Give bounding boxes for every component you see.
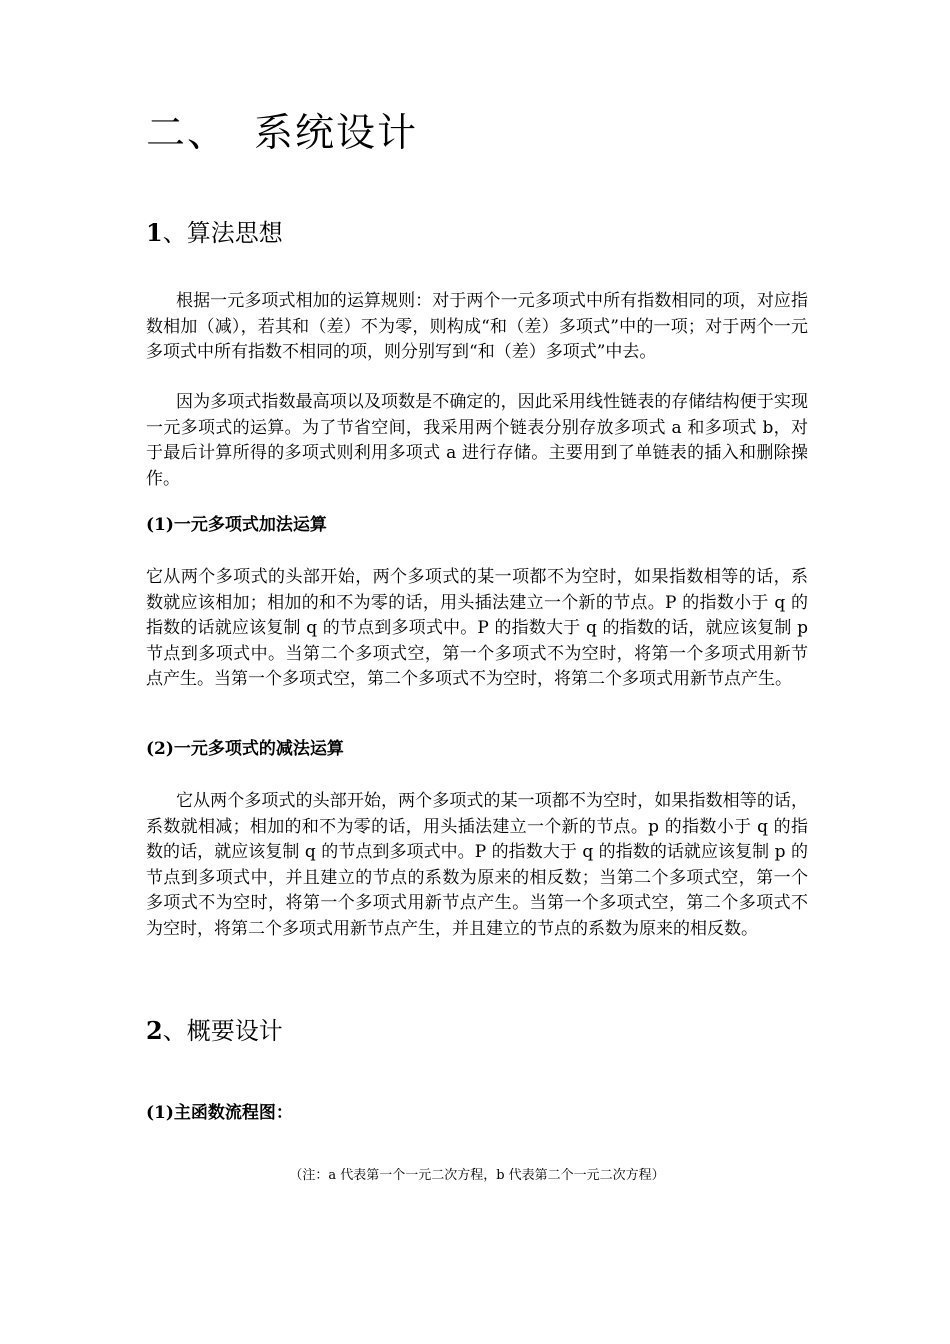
paragraph-addition-rule: 根据一元多项式相加的运算规则：对于两个一元多项式中所有指数相同的项，对应指数相加（减），若其和（差）不为零，则构成“和（差）多项式”中的一项；对于两个一元多项式中所有指数不相同的项，则分别写到“和（差）多项式”中去。 [146, 291, 808, 362]
subheading-title: 主函数流程图 [173, 1103, 276, 1123]
flowchart-note: （注：a 代表第一个一元二次方程，b 代表第二个一元二次方程） [289, 1168, 665, 1183]
section-heading-overview [146, 1014, 283, 1048]
subheading-main-flowchart [146, 1101, 293, 1125]
subheading-number: (1) [146, 515, 174, 535]
subheading-subtraction [146, 737, 344, 761]
subheading-addition [146, 513, 327, 537]
subheading-number: (2) [146, 739, 174, 759]
subheading-title: 一元多项式加法运算 [173, 515, 327, 535]
section-number: 2 [146, 1016, 163, 1045]
chapter-title [146, 106, 418, 162]
paragraph-subtraction-algorithm: 它从两个多项式的头部开始，两个多项式的某一项都不为空时，如果指数相等的话，系数就相减；相加的和不为零的话，用头插法建立一个新的节点。p 的指数小于 q 的指数的话，就应该复制 q 的节点到多项式中。P 的指数大于 q 的指数的话就应该复制 p 的节点到多项式中，并且建立的节点的系数为原来的相反数；当第二个多项式空，第一个多项式不为空时，将第一个多项式用新节点产生。当第一个多项式空，第二个多项式不为空时，将第二个多项式用新节点产生，并且建立的节点的系数为原来的相反数。 [146, 791, 808, 939]
paragraph-linked-list-storage: 因为多项式指数最高项以及项数是不确定的，因此采用线性链表的存储结构便于实现一元多项式的运算。为了节省空间，我采用两个链表分别存放多项式 a 和多项式 b，对于最后计算所得的多项式则利用多项式 a 进行存储。主要用到了单链表的插入和删除操作。 [146, 392, 808, 489]
subheading-number: (1) [146, 1103, 174, 1123]
section-number: 1 [146, 218, 163, 247]
section-title: 、概要设计 [162, 1017, 283, 1045]
paragraph-addition-algorithm: 它从两个多项式的头部开始，两个多项式的某一项都不为空时，如果指数相等的话，系数就应该相加；相加的和不为零的话，用头插法建立一个新的节点。P 的指数小于 q 的指数的话就应该复制 q 的节点到多项式中。P 的指数大于 q 的指数的话，就应该复制 p 节点到多项式中。当第二个多项式空，第一个多项式不为空时，将第一个多项式用新节点产生。当第一个多项式空，第二个多项式不为空时，将第二个多项式用新节点产生。 [146, 567, 808, 689]
section-title: 、算法思想 [162, 219, 283, 247]
chapter-number: 二、 [146, 111, 229, 156]
section-heading-algorithm [146, 216, 283, 250]
chapter-title-text: 系统设计 [254, 111, 419, 156]
subheading-colon: ： [275, 1103, 293, 1123]
subheading-title: 一元多项式的减法运算 [173, 739, 344, 759]
